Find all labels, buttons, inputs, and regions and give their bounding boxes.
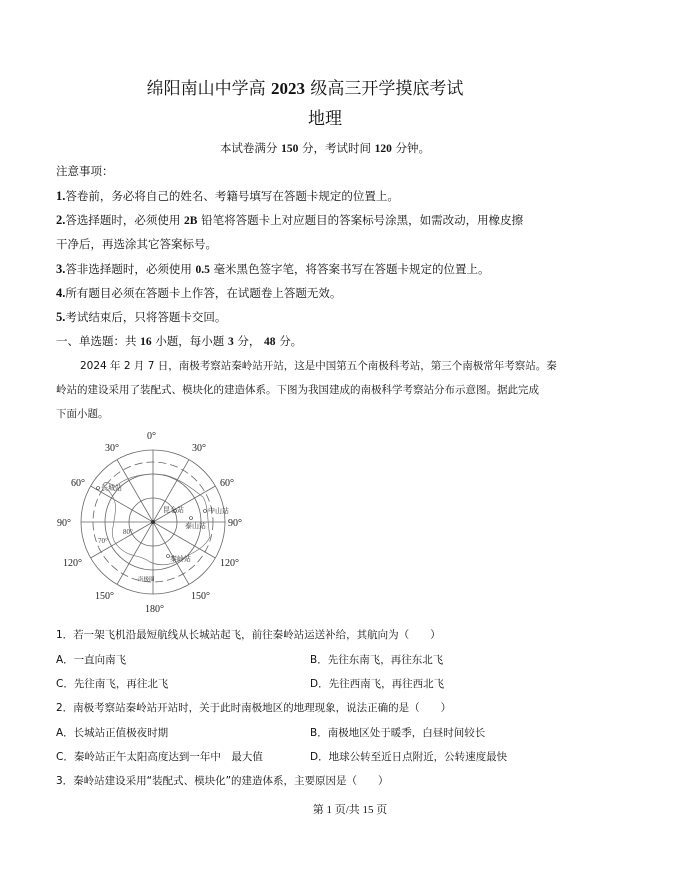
taishan-station-marker (190, 517, 193, 520)
question-1-option-b[interactable]: B．先往东南飞，再往东北飞 (310, 654, 444, 666)
note-number: 3. (56, 262, 66, 276)
zhongshan-station-marker (204, 510, 207, 513)
question-2-option-a[interactable]: A．长城站正值极夜时期 (56, 727, 169, 739)
exam-time: 120 (374, 143, 392, 155)
note-number: 1. (56, 189, 66, 203)
question-2-option-d[interactable]: D．地球公转至近日点附近，公转速度最快 (310, 751, 508, 763)
note-item-2-cont: 干净后，再选涂其它答案标号。 (56, 237, 217, 251)
note-text: 考试结束后，只将答题卡交回。 (65, 310, 227, 324)
station-changcheng: 长城站 (101, 484, 122, 492)
label-120w: 120° (63, 558, 82, 569)
section-text: 分， (237, 334, 261, 348)
label-60w: 60° (71, 478, 85, 489)
passage-line-1: 2024 年 2 月 7 日，南极考察站秦岭站开站，这是中国第五个南极科考站，第三个南极常年考察站。秦 (80, 360, 557, 372)
pencil-type: 2B (184, 215, 198, 227)
label-90w: 90° (57, 518, 71, 529)
station-zhongshan: 中山站 (208, 507, 229, 515)
note-item-1 (56, 188, 399, 204)
question-1-option-d[interactable]: D．先往西南飞，再往西北飞 (310, 678, 445, 690)
notes-heading: 注意事项： (56, 164, 114, 178)
label-lat80: 80° (123, 528, 133, 536)
passage-line-2: 岭站的建设采用了装配式、模块化的建造体系。下图为我国建成的南极科学考察站分布示意图。据此完成 (56, 384, 539, 396)
note-text: 所有题目必须在答题卡上作答，在试题卷上答题无效。 (65, 286, 342, 300)
note-number: 5. (56, 310, 66, 324)
note-item-2 (56, 212, 523, 228)
station-kunlun: 昆仑站 (163, 506, 184, 514)
question-3-stem: 3．秦岭站建设采用“装配式、模块化”的建造体系，主要原因是（ ） (56, 775, 389, 787)
station-taishan: 泰山站 (185, 522, 206, 530)
title-year: 2023 (271, 79, 305, 98)
title-suffix: 级高三开学摸底考试 (310, 79, 464, 99)
pen-size: 0.5 (195, 264, 210, 276)
info-text: 本试卷满分 (219, 141, 278, 155)
info-text: 分，考试时间 (302, 141, 371, 155)
question-1-stem: 1．若一架飞机沿最短航线从长城站起飞，前往秦岭站运送补给，其航向为（ ） (56, 629, 441, 641)
label-90e: 90° (228, 518, 242, 529)
note-text: 毫米黑色签字笔，将答案书写在答题卡规定的位置上。 (213, 262, 490, 276)
question-2-stem: 2．南极考察站秦岭站开站时，关于此时南极地区的地理现象，说法正确的是（ ） (56, 702, 452, 714)
exam-info (0, 140, 650, 156)
label-30w: 30° (105, 443, 119, 454)
changcheng-station-marker (97, 487, 100, 490)
points-total: 48 (264, 336, 276, 348)
label-180: 180° (145, 604, 164, 615)
note-text: 答非选择题时，必须使用 (65, 262, 192, 276)
full-score: 150 (281, 143, 299, 155)
note-number: 4. (56, 286, 66, 300)
note-text: 答选择题时，必须使用 (65, 213, 181, 227)
exam-subject: 地理 (308, 109, 342, 129)
page-number: 第 1 页/共 15 页 (312, 804, 388, 816)
label-60e: 60° (220, 478, 234, 489)
question-count: 16 (140, 336, 152, 348)
label-150w: 150° (95, 591, 114, 602)
label-30e: 30° (192, 443, 206, 454)
note-text: 答卷前，务必将自己的姓名、考籍号填写在答题卡规定的位置上。 (65, 189, 399, 203)
note-item-5 (56, 309, 226, 325)
south-pole-dot (151, 520, 155, 524)
info-text: 分钟。 (395, 141, 431, 155)
section-text: 一、单选题：共 (56, 334, 137, 348)
exam-title (0, 74, 610, 99)
label-120e: 120° (220, 558, 239, 569)
passage-line-3: 下面小题。 (56, 408, 109, 420)
note-item-3 (56, 261, 490, 277)
antarctic-circle-label: 南极圈 (138, 577, 155, 583)
section-text: 分。 (279, 334, 303, 348)
antarctica-station-map (55, 427, 270, 617)
label-150e: 150° (191, 591, 210, 602)
note-number: 2. (56, 213, 66, 227)
points-each: 3 (227, 336, 234, 348)
label-0: 0° (147, 431, 156, 442)
title-prefix: 绵阳南山中学高 (146, 79, 266, 99)
section-header (56, 333, 302, 349)
question-1-option-c[interactable]: C．先往南飞，再往北飞 (56, 678, 169, 690)
note-item-4 (56, 285, 341, 301)
label-lat70: 70° (98, 537, 108, 545)
station-qinling: 秦岭站 (170, 555, 191, 563)
question-2-option-c[interactable]: C．秦岭站正午太阳高度达到一年中 最大值 (56, 751, 263, 763)
note-text: 铅笔将答题卡上对应题目的答案标号涂黑，如需改动，用橡皮擦 (201, 213, 524, 227)
question-1-option-a[interactable]: A．一直向南飞 (56, 654, 127, 666)
section-text: 小题，每小题 (155, 334, 225, 348)
question-2-option-b[interactable]: B．南极地区处于暖季，白昼时间较长 (310, 727, 486, 739)
